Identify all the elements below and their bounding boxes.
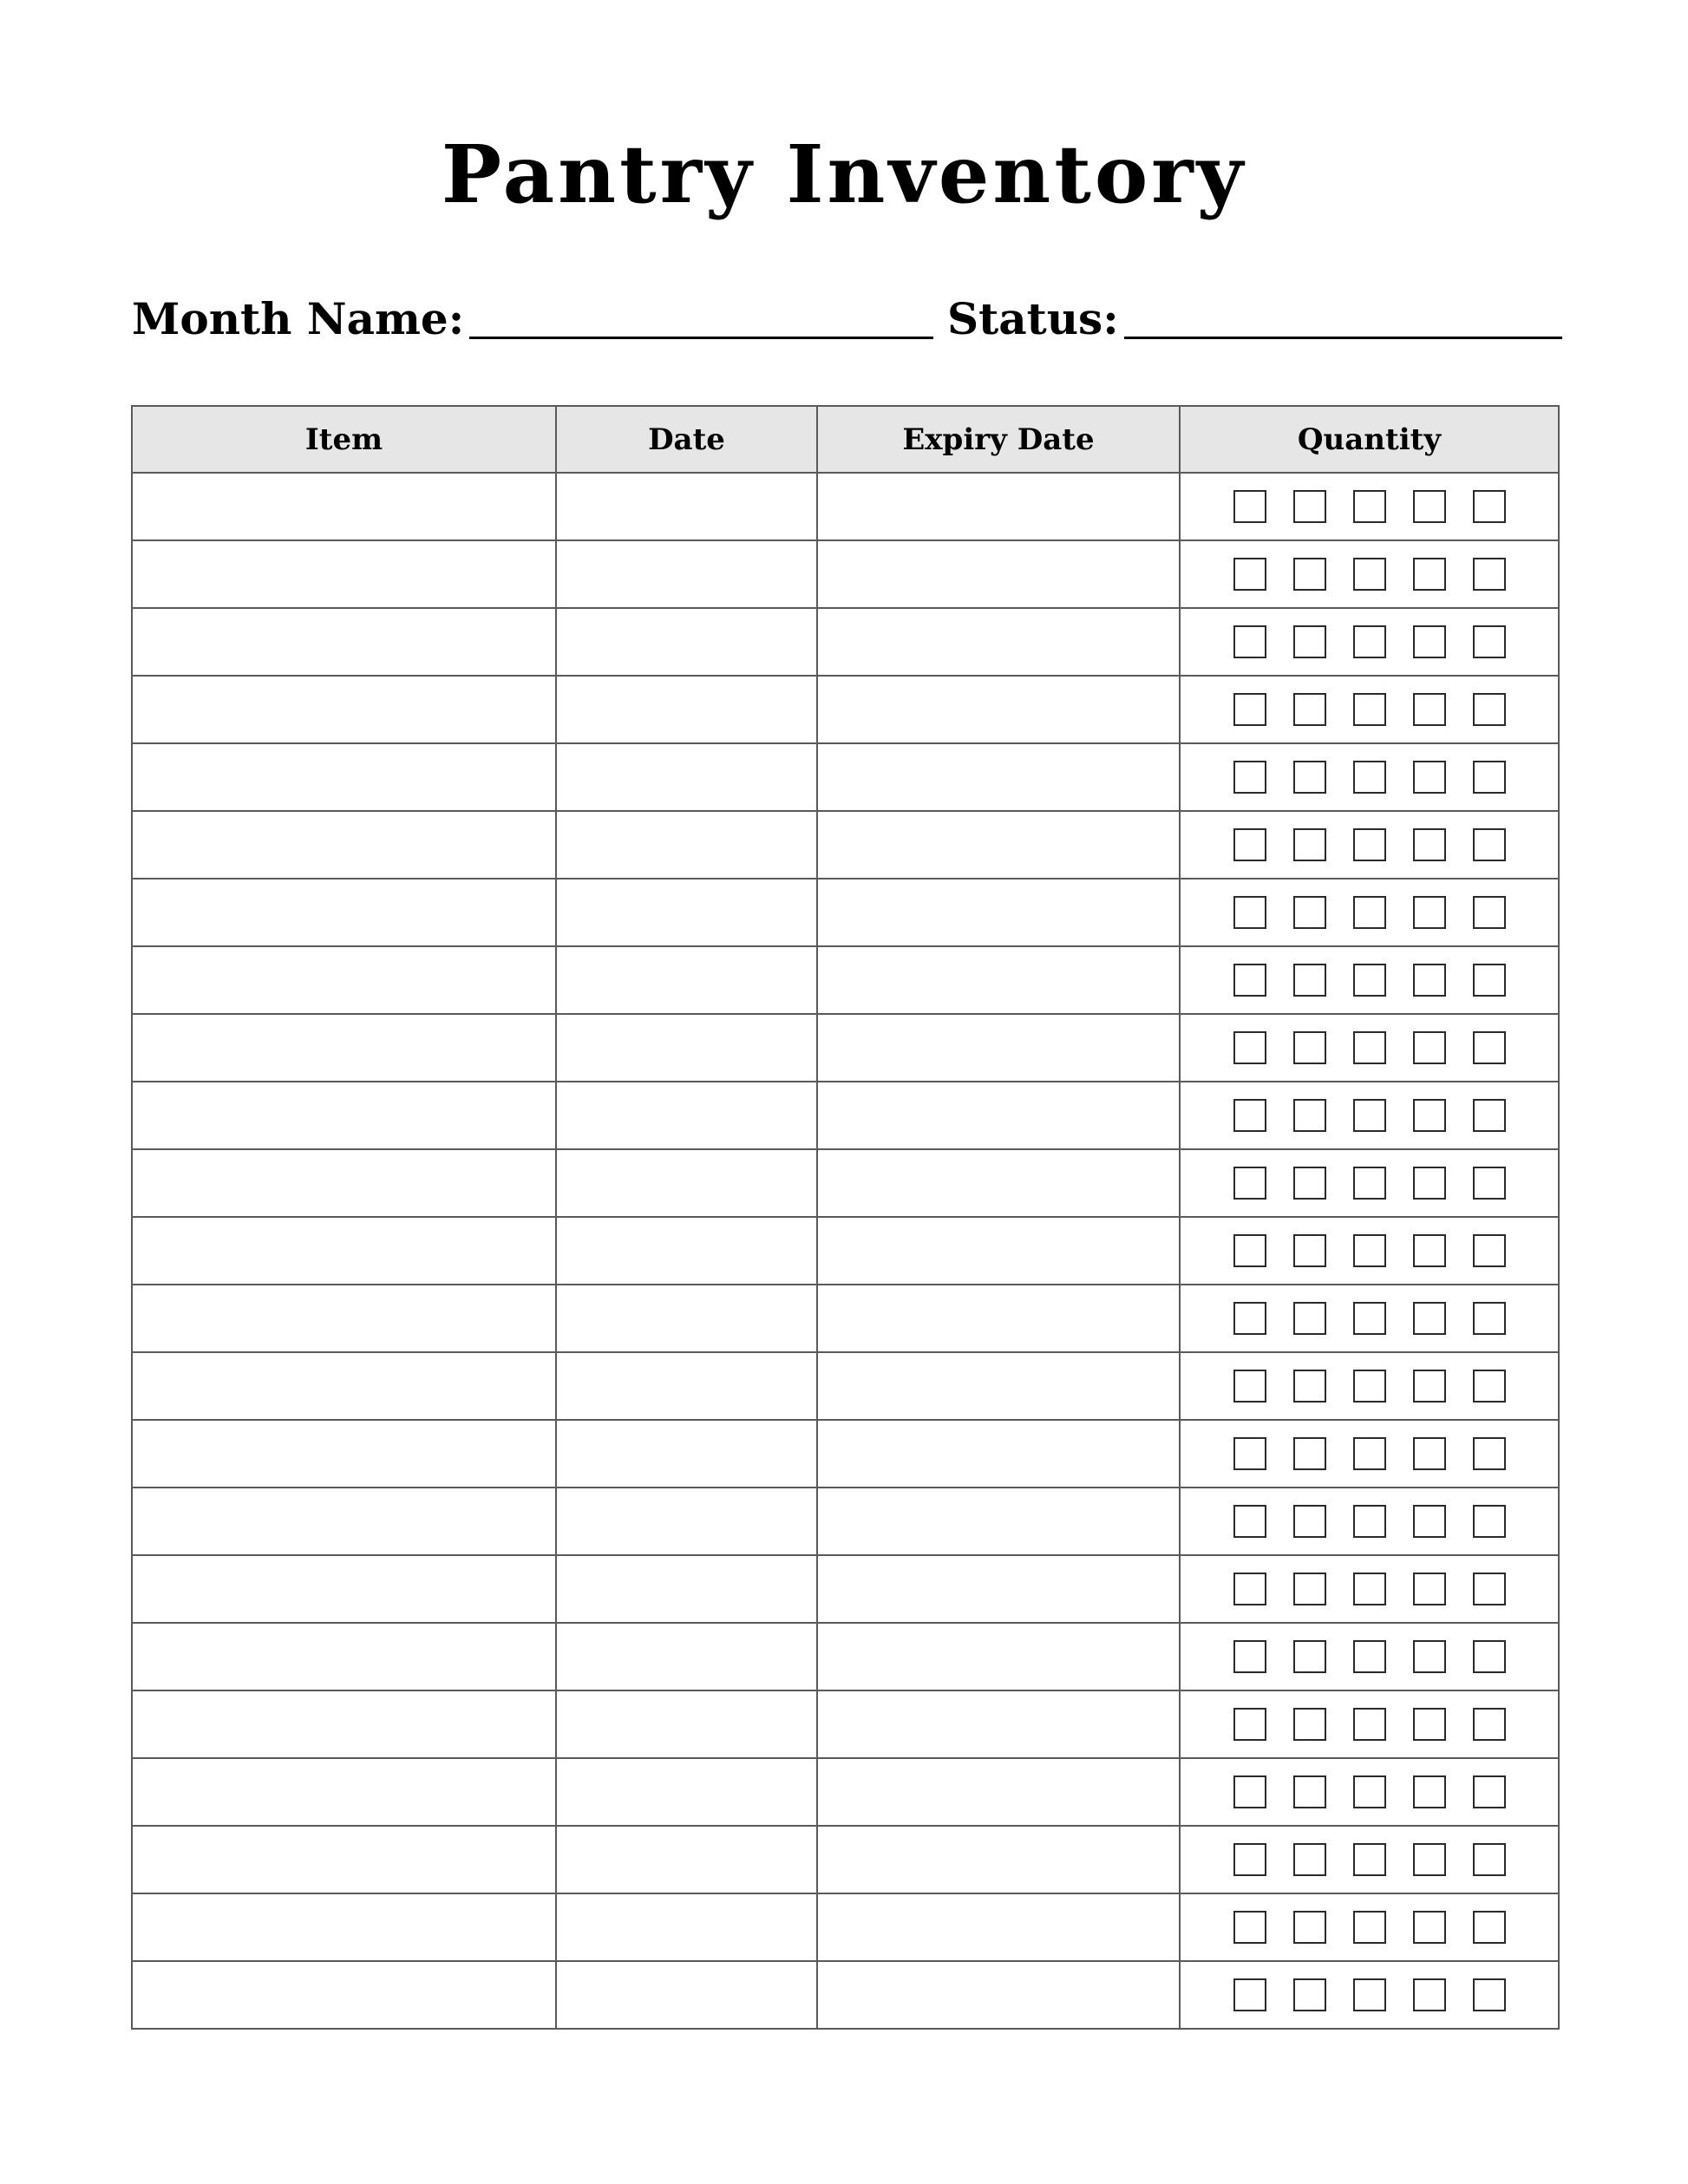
date-cell[interactable] [556, 1893, 817, 1961]
quantity-checkbox[interactable] [1413, 964, 1446, 997]
page-title: Pantry Inventory [441, 128, 1247, 221]
expiry-date-cell[interactable] [817, 1826, 1180, 1893]
expiry-date-cell[interactable] [817, 540, 1180, 608]
quantity-checkbox[interactable] [1293, 1708, 1326, 1741]
header-fields [132, 289, 1558, 344]
quantity-checkbox[interactable] [1473, 1234, 1506, 1267]
quantity-checkbox[interactable] [1473, 1911, 1506, 1944]
date-cell[interactable] [556, 1082, 817, 1149]
quantity-checkbox[interactable] [1413, 1302, 1446, 1335]
quantity-cell [1180, 1217, 1559, 1285]
quantity-checkbox[interactable] [1233, 1370, 1266, 1403]
item-cell[interactable] [132, 743, 556, 811]
quantity-checkbox[interactable] [1353, 1302, 1386, 1335]
quantity-checkbox-group [1181, 879, 1558, 945]
quantity-checkbox[interactable] [1413, 625, 1446, 658]
expiry-date-cell[interactable] [817, 811, 1180, 879]
column-header-item: Item [132, 406, 556, 473]
quantity-checkbox[interactable] [1473, 761, 1506, 794]
quantity-checkbox-group [1181, 609, 1558, 675]
date-cell[interactable] [556, 473, 817, 540]
quantity-checkbox[interactable] [1473, 1167, 1506, 1200]
quantity-cell [1180, 1826, 1559, 1893]
quantity-checkbox[interactable] [1293, 1573, 1326, 1605]
quantity-checkbox[interactable] [1233, 1573, 1266, 1605]
quantity-checkbox[interactable] [1293, 490, 1326, 523]
quantity-checkbox[interactable] [1413, 1911, 1446, 1944]
quantity-checkbox[interactable] [1293, 1370, 1326, 1403]
quantity-checkbox[interactable] [1293, 558, 1326, 591]
quantity-checkbox-group [1181, 1827, 1558, 1893]
quantity-checkbox[interactable] [1233, 1302, 1266, 1335]
quantity-checkbox[interactable] [1413, 693, 1446, 726]
quantity-checkbox-group [1181, 1894, 1558, 1960]
quantity-checkbox[interactable] [1473, 1978, 1506, 2011]
expiry-date-cell[interactable] [817, 1961, 1180, 2029]
quantity-checkbox[interactable] [1473, 1775, 1506, 1808]
date-cell[interactable] [556, 1623, 817, 1690]
column-header-expiry-date: Expiry Date [817, 406, 1180, 473]
table-row [132, 1623, 1559, 1690]
quantity-cell [1180, 1623, 1559, 1690]
item-cell[interactable] [132, 1690, 556, 1758]
quantity-cell [1180, 946, 1559, 1014]
date-cell[interactable] [556, 879, 817, 946]
quantity-checkbox[interactable] [1473, 896, 1506, 929]
item-cell[interactable] [132, 1488, 556, 1555]
quantity-checkbox[interactable] [1293, 1640, 1326, 1673]
quantity-checkbox[interactable] [1293, 1099, 1326, 1132]
expiry-date-cell[interactable] [817, 1352, 1180, 1420]
item-cell[interactable] [132, 473, 556, 540]
quantity-checkbox[interactable] [1353, 1640, 1386, 1673]
quantity-checkbox[interactable] [1293, 964, 1326, 997]
column-header-date: Date [556, 406, 817, 473]
quantity-checkbox-group [1181, 1015, 1558, 1081]
quantity-checkbox[interactable] [1353, 625, 1386, 658]
quantity-checkbox-group [1181, 1691, 1558, 1757]
table-row [132, 879, 1559, 946]
date-cell[interactable] [556, 540, 817, 608]
quantity-checkbox[interactable] [1413, 1167, 1446, 1200]
date-cell[interactable] [556, 1420, 817, 1488]
table-row [132, 1690, 1559, 1758]
quantity-checkbox[interactable] [1473, 964, 1506, 997]
quantity-cell [1180, 879, 1559, 946]
quantity-cell [1180, 811, 1559, 879]
quantity-checkbox[interactable] [1353, 693, 1386, 726]
quantity-checkbox[interactable] [1353, 761, 1386, 794]
quantity-checkbox-group [1181, 1556, 1558, 1622]
expiry-date-cell[interactable] [817, 879, 1180, 946]
quantity-cell [1180, 1149, 1559, 1217]
expiry-date-cell[interactable] [817, 1758, 1180, 1826]
quantity-checkbox[interactable] [1233, 1437, 1266, 1470]
quantity-cell [1180, 743, 1559, 811]
quantity-checkbox[interactable] [1353, 1234, 1386, 1267]
table-row [132, 540, 1559, 608]
quantity-checkbox[interactable] [1473, 693, 1506, 726]
table-row [132, 473, 1559, 540]
date-cell[interactable] [556, 1285, 817, 1352]
item-cell[interactable] [132, 1961, 556, 2029]
quantity-checkbox-group [1181, 1150, 1558, 1216]
quantity-checkbox-group [1181, 1421, 1558, 1487]
item-cell[interactable] [132, 676, 556, 743]
item-cell[interactable] [132, 1758, 556, 1826]
expiry-date-cell[interactable] [817, 1014, 1180, 1082]
quantity-checkbox-group [1181, 1962, 1558, 2028]
expiry-date-cell[interactable] [817, 1623, 1180, 1690]
quantity-checkbox-group [1181, 474, 1558, 539]
quantity-checkbox[interactable] [1413, 1505, 1446, 1538]
table-row [132, 1352, 1559, 1420]
quantity-checkbox[interactable] [1293, 896, 1326, 929]
quantity-checkbox[interactable] [1293, 1437, 1326, 1470]
table-row [132, 1149, 1559, 1217]
quantity-checkbox[interactable] [1293, 1775, 1326, 1808]
quantity-checkbox[interactable] [1233, 1911, 1266, 1944]
quantity-checkbox[interactable] [1293, 625, 1326, 658]
quantity-checkbox[interactable] [1413, 1573, 1446, 1605]
quantity-checkbox[interactable] [1233, 896, 1266, 929]
quantity-checkbox-group [1181, 1353, 1558, 1419]
table-header-row [132, 406, 1559, 473]
quantity-checkbox[interactable] [1353, 1843, 1386, 1876]
date-cell[interactable] [556, 1555, 817, 1623]
quantity-checkbox[interactable] [1353, 1978, 1386, 2011]
month-name-label: Month Name: [132, 293, 465, 344]
quantity-checkbox[interactable] [1293, 1302, 1326, 1335]
date-cell[interactable] [556, 1690, 817, 1758]
table-row [132, 676, 1559, 743]
quantity-checkbox[interactable] [1233, 1505, 1266, 1538]
quantity-checkbox[interactable] [1353, 1031, 1386, 1064]
item-cell[interactable] [132, 1623, 556, 1690]
item-cell[interactable] [132, 1014, 556, 1082]
quantity-checkbox[interactable] [1293, 1911, 1326, 1944]
quantity-checkbox[interactable] [1233, 490, 1266, 523]
quantity-checkbox[interactable] [1293, 828, 1326, 861]
quantity-checkbox[interactable] [1233, 1099, 1266, 1132]
date-cell[interactable] [556, 946, 817, 1014]
date-cell[interactable] [556, 1488, 817, 1555]
quantity-checkbox[interactable] [1413, 1099, 1446, 1132]
quantity-checkbox[interactable] [1413, 1234, 1446, 1267]
quantity-checkbox[interactable] [1353, 1775, 1386, 1808]
quantity-checkbox[interactable] [1233, 625, 1266, 658]
quantity-cell [1180, 1488, 1559, 1555]
quantity-checkbox[interactable] [1473, 1370, 1506, 1403]
table-row [132, 1014, 1559, 1082]
quantity-checkbox[interactable] [1473, 1843, 1506, 1876]
item-cell[interactable] [132, 811, 556, 879]
quantity-checkbox[interactable] [1353, 1370, 1386, 1403]
quantity-checkbox[interactable] [1233, 1978, 1266, 2011]
quantity-checkbox[interactable] [1233, 1640, 1266, 1673]
quantity-checkbox[interactable] [1293, 761, 1326, 794]
quantity-checkbox[interactable] [1473, 558, 1506, 591]
quantity-checkbox[interactable] [1353, 1708, 1386, 1741]
quantity-checkbox[interactable] [1473, 1437, 1506, 1470]
quantity-cell [1180, 540, 1559, 608]
item-cell[interactable] [132, 1285, 556, 1352]
quantity-checkbox[interactable] [1473, 1099, 1506, 1132]
quantity-checkbox[interactable] [1413, 1437, 1446, 1470]
table-row [132, 1082, 1559, 1149]
table-body [132, 473, 1559, 2029]
quantity-checkbox[interactable] [1413, 1708, 1446, 1741]
date-cell[interactable] [556, 1217, 817, 1285]
quantity-cell [1180, 1961, 1559, 2029]
quantity-checkbox[interactable] [1353, 896, 1386, 929]
quantity-checkbox-group [1181, 947, 1558, 1013]
table-row [132, 811, 1559, 879]
quantity-checkbox-group [1181, 744, 1558, 810]
date-cell[interactable] [556, 608, 817, 676]
column-header-quantity: Quantity [1180, 406, 1559, 473]
table-row [132, 946, 1559, 1014]
quantity-checkbox[interactable] [1293, 1843, 1326, 1876]
quantity-checkbox[interactable] [1413, 1775, 1446, 1808]
expiry-date-cell[interactable] [817, 946, 1180, 1014]
quantity-cell [1180, 1758, 1559, 1826]
expiry-date-cell[interactable] [817, 1690, 1180, 1758]
quantity-checkbox[interactable] [1233, 1708, 1266, 1741]
quantity-checkbox[interactable] [1353, 964, 1386, 997]
quantity-cell [1180, 676, 1559, 743]
quantity-checkbox[interactable] [1293, 1031, 1326, 1064]
quantity-checkbox-group [1181, 1624, 1558, 1690]
quantity-checkbox-group [1181, 812, 1558, 878]
date-cell[interactable] [556, 811, 817, 879]
expiry-date-cell[interactable] [817, 608, 1180, 676]
quantity-checkbox[interactable] [1233, 693, 1266, 726]
quantity-checkbox[interactable] [1353, 1573, 1386, 1605]
quantity-cell [1180, 1555, 1559, 1623]
item-cell[interactable] [132, 1420, 556, 1488]
quantity-checkbox-group [1181, 1488, 1558, 1554]
date-cell[interactable] [556, 743, 817, 811]
item-cell[interactable] [132, 946, 556, 1014]
status-line[interactable] [1124, 337, 1562, 339]
table-row [132, 743, 1559, 811]
quantity-checkbox[interactable] [1473, 1505, 1506, 1538]
table-row [132, 1488, 1559, 1555]
quantity-cell [1180, 1893, 1559, 1961]
expiry-date-cell[interactable] [817, 1082, 1180, 1149]
quantity-checkbox[interactable] [1353, 1505, 1386, 1538]
item-cell[interactable] [132, 1555, 556, 1623]
quantity-checkbox[interactable] [1233, 1843, 1266, 1876]
quantity-checkbox[interactable] [1233, 964, 1266, 997]
quantity-checkbox[interactable] [1413, 828, 1446, 861]
expiry-date-cell[interactable] [817, 676, 1180, 743]
quantity-checkbox[interactable] [1413, 490, 1446, 523]
expiry-date-cell[interactable] [817, 473, 1180, 540]
quantity-checkbox[interactable] [1413, 1370, 1446, 1403]
table-row [132, 1961, 1559, 2029]
item-cell[interactable] [132, 1217, 556, 1285]
item-cell[interactable] [132, 608, 556, 676]
expiry-date-cell[interactable] [817, 1893, 1180, 1961]
quantity-checkbox[interactable] [1233, 1234, 1266, 1267]
quantity-checkbox[interactable] [1413, 896, 1446, 929]
quantity-checkbox-group [1181, 541, 1558, 607]
quantity-checkbox[interactable] [1353, 1911, 1386, 1944]
expiry-date-cell[interactable] [817, 1285, 1180, 1352]
expiry-date-cell[interactable] [817, 1149, 1180, 1217]
quantity-checkbox-group [1181, 1082, 1558, 1148]
quantity-checkbox[interactable] [1353, 490, 1386, 523]
quantity-checkbox[interactable] [1233, 761, 1266, 794]
expiry-date-cell[interactable] [817, 1555, 1180, 1623]
quantity-checkbox[interactable] [1473, 1302, 1506, 1335]
quantity-checkbox[interactable] [1233, 558, 1266, 591]
table-row [132, 1217, 1559, 1285]
date-cell[interactable] [556, 1352, 817, 1420]
month-name-field [132, 289, 933, 344]
date-cell[interactable] [556, 1014, 817, 1082]
quantity-checkbox-group [1181, 677, 1558, 742]
quantity-cell [1180, 608, 1559, 676]
quantity-cell [1180, 1420, 1559, 1488]
quantity-checkbox[interactable] [1233, 1775, 1266, 1808]
quantity-checkbox[interactable] [1233, 828, 1266, 861]
item-cell[interactable] [132, 1352, 556, 1420]
quantity-checkbox[interactable] [1353, 1437, 1386, 1470]
quantity-checkbox[interactable] [1413, 558, 1446, 591]
quantity-checkbox[interactable] [1353, 1167, 1386, 1200]
quantity-checkbox[interactable] [1473, 828, 1506, 861]
table-row [132, 1826, 1559, 1893]
quantity-checkbox[interactable] [1293, 1978, 1326, 2011]
status-label: Status: [947, 293, 1119, 344]
item-cell[interactable] [132, 1082, 556, 1149]
table-row [132, 1285, 1559, 1352]
quantity-checkbox[interactable] [1293, 1505, 1326, 1538]
item-cell[interactable] [132, 879, 556, 946]
status-field [947, 289, 1562, 344]
quantity-checkbox-group [1181, 1285, 1558, 1351]
table-row [132, 1893, 1559, 1961]
table-row [132, 608, 1559, 676]
quantity-checkbox[interactable] [1413, 1978, 1446, 2011]
quantity-cell [1180, 1352, 1559, 1420]
item-cell[interactable] [132, 540, 556, 608]
quantity-cell [1180, 1690, 1559, 1758]
item-cell[interactable] [132, 1149, 556, 1217]
quantity-checkbox[interactable] [1473, 625, 1506, 658]
quantity-checkbox[interactable] [1473, 1031, 1506, 1064]
item-cell[interactable] [132, 1826, 556, 1893]
quantity-checkbox[interactable] [1413, 1843, 1446, 1876]
date-cell[interactable] [556, 1961, 817, 2029]
expiry-date-cell[interactable] [817, 1217, 1180, 1285]
quantity-checkbox-group [1181, 1218, 1558, 1284]
quantity-cell [1180, 1014, 1559, 1082]
quantity-cell [1180, 473, 1559, 540]
quantity-checkbox[interactable] [1233, 1167, 1266, 1200]
date-cell[interactable] [556, 1149, 817, 1217]
quantity-checkbox[interactable] [1233, 1031, 1266, 1064]
date-cell[interactable] [556, 1758, 817, 1826]
date-cell[interactable] [556, 1826, 817, 1893]
quantity-checkbox[interactable] [1353, 828, 1386, 861]
table-row [132, 1420, 1559, 1488]
item-cell[interactable] [132, 1893, 556, 1961]
table-row [132, 1555, 1559, 1623]
inventory-table [131, 405, 1560, 2030]
quantity-checkbox[interactable] [1413, 1031, 1446, 1064]
quantity-cell [1180, 1082, 1559, 1149]
quantity-checkbox[interactable] [1473, 1708, 1506, 1741]
quantity-checkbox[interactable] [1353, 1099, 1386, 1132]
table-row [132, 1758, 1559, 1826]
expiry-date-cell[interactable] [817, 1488, 1180, 1555]
quantity-checkbox[interactable] [1293, 693, 1326, 726]
expiry-date-cell[interactable] [817, 1420, 1180, 1488]
quantity-checkbox[interactable] [1413, 761, 1446, 794]
date-cell[interactable] [556, 676, 817, 743]
quantity-checkbox[interactable] [1353, 558, 1386, 591]
month-name-line[interactable] [469, 337, 933, 339]
quantity-checkbox[interactable] [1293, 1167, 1326, 1200]
quantity-checkbox[interactable] [1473, 490, 1506, 523]
quantity-checkbox-group [1181, 1759, 1558, 1825]
quantity-checkbox[interactable] [1473, 1573, 1506, 1605]
quantity-cell [1180, 1285, 1559, 1352]
quantity-checkbox[interactable] [1413, 1640, 1446, 1673]
quantity-checkbox[interactable] [1473, 1640, 1506, 1673]
quantity-checkbox[interactable] [1293, 1234, 1326, 1267]
expiry-date-cell[interactable] [817, 743, 1180, 811]
